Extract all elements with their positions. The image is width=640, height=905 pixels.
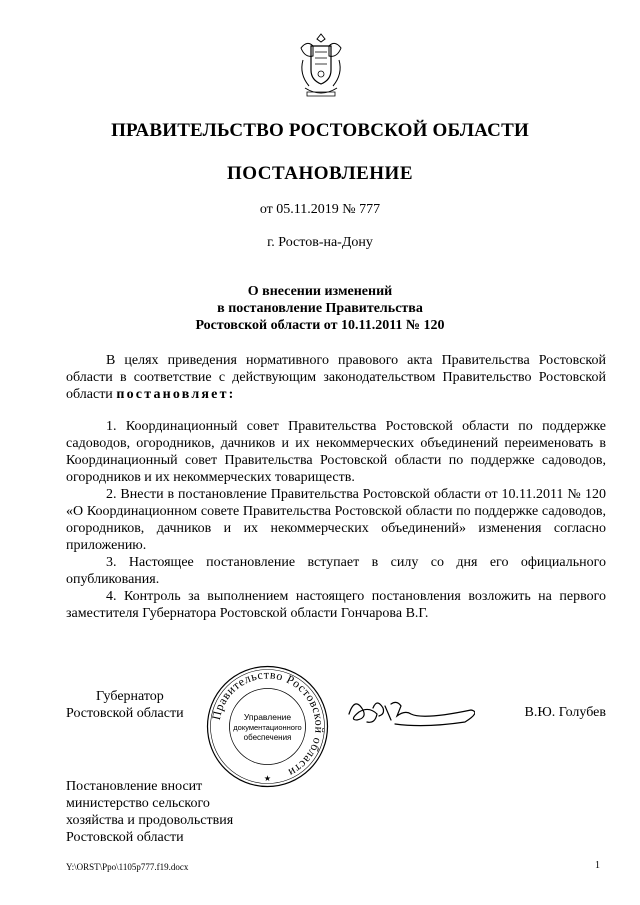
stamp-ring-text: Правительство Ростовской области [208, 667, 327, 781]
official-stamp [205, 664, 330, 789]
signatory-title [66, 688, 184, 722]
organization-title: ПРАВИТЕЛЬСТВО РОСТОВСКОЙ ОБЛАСТИ [111, 120, 529, 141]
intro-text: В целях приведения нормативного правового акта Правительства Ростовской области в соответствие с действующим законодательством Правительство Ростовской области [66, 353, 606, 402]
subject-line: в постановление Правительства [217, 301, 423, 316]
document-city: г. Ростов-на-Дону [267, 235, 373, 250]
signatory-title-line: Губернатор [96, 689, 164, 704]
decree-item: 1. Координационный совет Правительства Ростовской области по поддержке садоводов, огородников, дачников и их некоммерческих объединений переименовать в Координационный совет Правительства Ростовской области по поддержке садоводов, огородников и их некоммерческих товариществ. [66, 419, 606, 485]
document-subject [0, 283, 640, 334]
stamp-center-line: обеспечения [243, 733, 292, 742]
intro-paragraph [66, 352, 606, 403]
page-number: 1 [595, 860, 600, 871]
subject-line: Ростовской области от 10.11.2011 № 120 [195, 318, 445, 333]
decree-word: постановляет: [116, 387, 236, 402]
signer-name: В.Ю. Голубев [524, 705, 606, 720]
decree-item: 4. Контроль за выполнением настоящего постановления возложить на первого заместителя Губернатора Ростовской области Гончарова В.Г. [66, 589, 606, 621]
document-type: ПОСТАНОВЛЕНИЕ [226, 163, 414, 184]
stamp-center-line: документационного [233, 723, 302, 732]
document-number: от 05.11.2019 № 777 [259, 202, 381, 217]
decree-items [66, 418, 606, 622]
issuer-line: министерство сельского [66, 796, 210, 811]
file-path: Y:\ORST\Ppo\1105p777.f19.docx [66, 862, 189, 872]
issuer-line: Ростовской области [66, 830, 184, 845]
decree-item: 3. Настоящее постановление вступает в силу со дня его официального опубликования. [66, 555, 606, 587]
coat-of-arms-icon [295, 30, 347, 100]
issuer-line: хозяйства и продовольствия [66, 813, 234, 828]
signatory-title-line: Ростовской области [66, 706, 184, 721]
svg-text:★: ★ [263, 774, 272, 783]
issuer-block [66, 778, 233, 846]
issuer-line: Постановление вносит [66, 779, 203, 794]
stamp-center-line: Управление [243, 712, 292, 722]
handwritten-signature [345, 690, 475, 730]
decree-item: 2. Внести в постановление Правительства Ростовской области от 10.11.2011 № 120 «О Координационном совете Правительства Ростовской области по поддержке садоводов, огородников, дачников и их некоммерческих объединений» изменения согласно приложению. [66, 487, 606, 553]
subject-line: О внесении изменений [247, 284, 393, 299]
